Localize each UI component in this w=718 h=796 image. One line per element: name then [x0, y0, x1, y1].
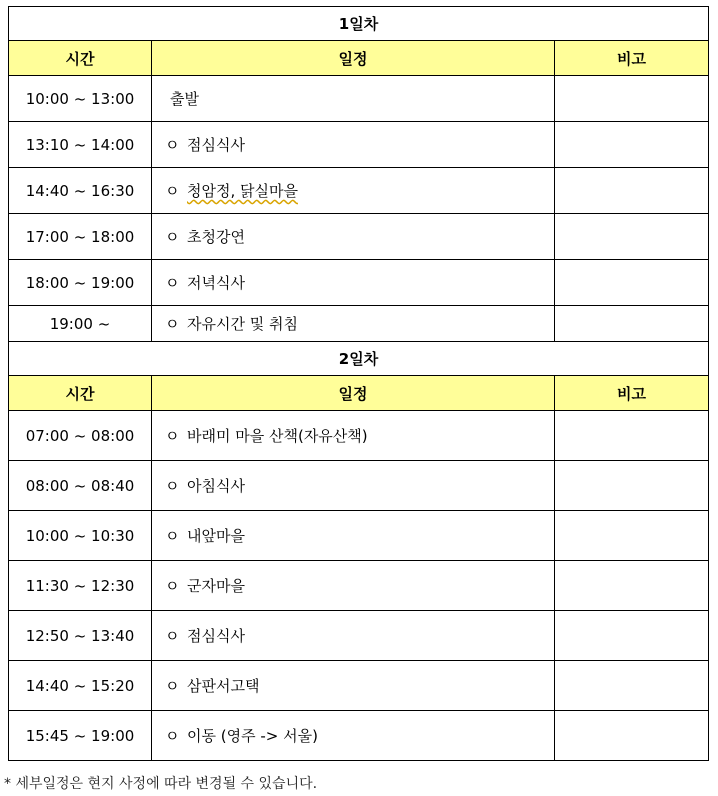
table-row [9, 411, 709, 461]
header-time: 시간 [9, 41, 152, 76]
table-row [9, 511, 709, 561]
activity-text: 저녁식사 [187, 274, 245, 292]
time-cell: 14:40 ~ 16:30 [9, 168, 152, 214]
table-row [9, 561, 709, 611]
remarks-cell [555, 214, 709, 260]
time-cell: 07:00 ~ 08:00 [9, 411, 152, 461]
activity-cell [152, 214, 555, 260]
table-row [9, 711, 709, 761]
remarks-cell [555, 511, 709, 561]
header-schedule: 일정 [152, 376, 555, 411]
activity-text: 이동 (영주 -> 서울) [187, 727, 318, 745]
table-row [9, 661, 709, 711]
activity-text: 점심식사 [187, 627, 245, 645]
time-cell: 10:00 ~ 13:00 [9, 76, 152, 122]
day1-title: 1일차 [9, 7, 709, 41]
activity-text: 내앞마을 [187, 527, 245, 545]
time-cell: 15:45 ~ 19:00 [9, 711, 152, 761]
time-cell: 14:40 ~ 15:20 [9, 661, 152, 711]
bullet-icon: ㅇ [165, 727, 180, 745]
activity-cell [152, 611, 555, 661]
table-row [9, 76, 709, 122]
activity-cell [152, 461, 555, 511]
table-row [9, 168, 709, 214]
time-cell: 13:10 ~ 14:00 [9, 122, 152, 168]
header-row [9, 41, 709, 76]
remarks-cell [555, 611, 709, 661]
day-title-row [9, 342, 709, 376]
remarks-cell [555, 168, 709, 214]
bullet-icon: ㅇ [165, 228, 180, 246]
activity-text: 점심식사 [187, 136, 245, 154]
time-cell: 19:00 ~ [9, 306, 152, 342]
bullet-icon: ㅇ [165, 427, 180, 445]
bullet-icon: ㅇ [165, 274, 180, 292]
remarks-cell [555, 411, 709, 461]
activity-cell [152, 561, 555, 611]
header-time: 시간 [9, 376, 152, 411]
activity-text: 바래미 마을 산책(자유산책) [187, 427, 368, 445]
schedule-table [8, 6, 709, 761]
bullet-icon: ㅇ [165, 136, 180, 154]
bullet-icon: ㅇ [165, 527, 180, 545]
table-row [9, 214, 709, 260]
activity-text: 군자마을 [187, 577, 245, 595]
time-cell: 08:00 ~ 08:40 [9, 461, 152, 511]
activity-text: 삼판서고택 [187, 677, 260, 695]
time-cell: 10:00 ~ 10:30 [9, 511, 152, 561]
table-row [9, 122, 709, 168]
remarks-cell [555, 260, 709, 306]
remarks-cell [555, 306, 709, 342]
activity-cell [152, 122, 555, 168]
activity-text: 아침식사 [187, 477, 245, 495]
activity-text: 청암정, 닭실마을 [187, 182, 298, 200]
activity-cell [152, 76, 555, 122]
bullet-icon: ㅇ [165, 182, 180, 200]
remarks-cell [555, 711, 709, 761]
activity-cell [152, 661, 555, 711]
remarks-cell [555, 561, 709, 611]
time-cell: 18:00 ~ 19:00 [9, 260, 152, 306]
remarks-cell [555, 461, 709, 511]
bullet-icon: ㅇ [165, 477, 180, 495]
header-remarks: 비고 [555, 41, 709, 76]
footnote: * 세부일정은 현지 사정에 따라 변경될 수 있습니다. [4, 776, 318, 792]
activity-cell [152, 306, 555, 342]
activity-cell [152, 711, 555, 761]
header-row [9, 376, 709, 411]
table-row [9, 461, 709, 511]
activity-cell [152, 411, 555, 461]
activity-cell [152, 260, 555, 306]
activity-text: 자유시간 및 취침 [187, 315, 298, 333]
header-remarks: 비고 [555, 376, 709, 411]
day-title-row [9, 7, 709, 41]
time-cell: 17:00 ~ 18:00 [9, 214, 152, 260]
bullet-icon: ㅇ [165, 627, 180, 645]
day2-title: 2일차 [9, 342, 709, 376]
table-row [9, 306, 709, 342]
bullet-icon: ㅇ [165, 677, 180, 695]
remarks-cell [555, 76, 709, 122]
time-cell: 12:50 ~ 13:40 [9, 611, 152, 661]
activity-text: 초청강연 [187, 228, 245, 246]
bullet-icon: ㅇ [165, 315, 180, 333]
table-row [9, 260, 709, 306]
bullet-icon: ㅇ [165, 577, 180, 595]
remarks-cell [555, 122, 709, 168]
activity-cell [152, 168, 555, 214]
time-cell: 11:30 ~ 12:30 [9, 561, 152, 611]
activity-cell [152, 511, 555, 561]
remarks-cell [555, 661, 709, 711]
table-row [9, 611, 709, 661]
activity-text: 출발 [170, 90, 199, 108]
header-schedule: 일정 [152, 41, 555, 76]
